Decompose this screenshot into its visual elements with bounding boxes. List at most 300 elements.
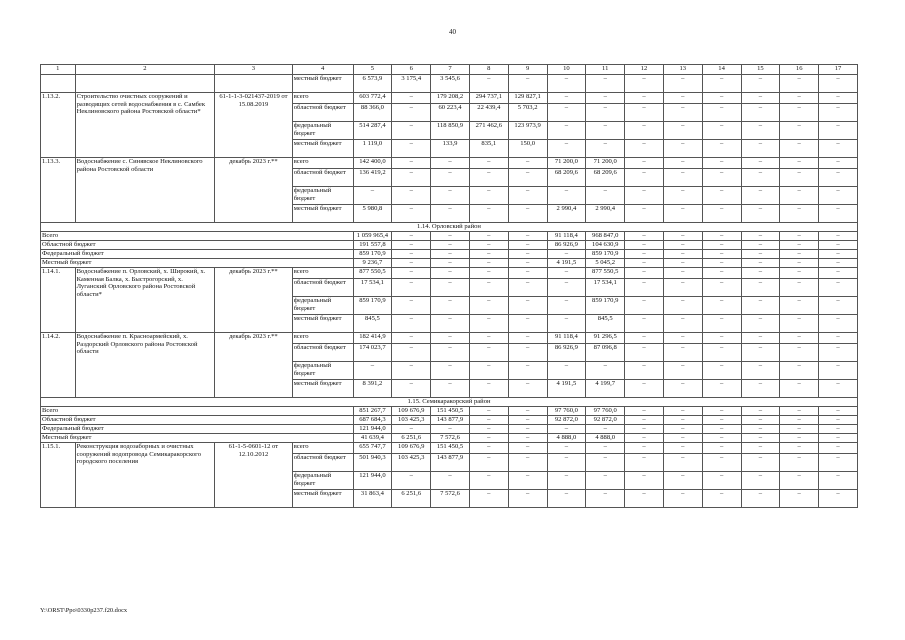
section-total-row	[41, 241, 858, 250]
value-cell: –	[469, 315, 508, 333]
value-cell: –	[431, 169, 470, 187]
value-cell: –	[663, 75, 702, 93]
value-cell: 109 676,9	[392, 407, 431, 416]
total-label: Областной бюджет	[41, 416, 354, 425]
budget-type: федеральный бюджет	[292, 362, 353, 380]
value-cell: 877 550,5	[586, 268, 625, 279]
column-number: 11	[586, 65, 625, 75]
value-cell: –	[508, 169, 547, 187]
value-cell: 86 926,9	[547, 344, 586, 362]
total-label: Всего	[41, 407, 354, 416]
value-cell: –	[547, 362, 586, 380]
value-cell: –	[431, 297, 470, 315]
value-cell: –	[702, 333, 741, 344]
value-cell: –	[469, 425, 508, 434]
value-cell: –	[353, 187, 392, 205]
value-cell: 294 737,1	[469, 93, 508, 104]
value-cell: 179 208,2	[431, 93, 470, 104]
value-cell: –	[586, 454, 625, 472]
value-cell: –	[741, 454, 780, 472]
value-cell: –	[431, 279, 470, 297]
value-cell: –	[547, 250, 586, 259]
value-cell: –	[702, 416, 741, 425]
value-cell: –	[663, 472, 702, 490]
value-cell: –	[780, 187, 819, 205]
column-number: 4	[292, 65, 353, 75]
value-cell: 150,0	[508, 140, 547, 158]
budget-type: местный бюджет	[292, 490, 353, 508]
value-cell: –	[741, 140, 780, 158]
value-cell: –	[586, 490, 625, 508]
column-number: 12	[625, 65, 664, 75]
value-cell: 968 847,0	[586, 232, 625, 241]
column-number: 13	[663, 65, 702, 75]
value-cell: –	[780, 205, 819, 223]
value-cell: –	[663, 315, 702, 333]
value-cell: –	[392, 104, 431, 122]
column-number: 5	[353, 65, 392, 75]
object-name: Строительство очистных сооружений и разводящих сетей водоснабжения в с. Самбек Неклиновского района Ростовской области*	[75, 93, 214, 158]
value-cell: 68 209,6	[586, 169, 625, 187]
value-cell: –	[741, 279, 780, 297]
value-cell: –	[741, 93, 780, 104]
value-cell: 31 863,4	[353, 490, 392, 508]
value-cell: –	[547, 93, 586, 104]
budget-type: всего	[292, 158, 353, 169]
value-cell: –	[625, 104, 664, 122]
value-cell: –	[663, 279, 702, 297]
value-cell: 877 550,5	[353, 268, 392, 279]
value-cell: –	[508, 241, 547, 250]
value-cell: –	[702, 122, 741, 140]
object-name: Реконструкция водозаборных и очистных сооружений водопровода Семикаракорского городского поселения	[75, 443, 214, 508]
value-cell: –	[431, 333, 470, 344]
value-cell: 4 888,0	[547, 434, 586, 443]
value-cell: –	[819, 268, 858, 279]
value-cell: –	[625, 407, 664, 416]
value-cell: –	[702, 241, 741, 250]
value-cell: –	[625, 268, 664, 279]
object-document: 61-1-5-0601-12 от 12.10.2012	[215, 443, 293, 508]
value-cell: –	[819, 250, 858, 259]
value-cell: 92 872,0	[586, 416, 625, 425]
budget-type: всего	[292, 443, 353, 454]
value-cell: 8 391,2	[353, 380, 392, 398]
value-cell: –	[392, 250, 431, 259]
value-cell: –	[508, 454, 547, 472]
value-cell: 109 676,9	[392, 443, 431, 454]
value-cell: 859 170,9	[353, 297, 392, 315]
value-cell: 142 400,0	[353, 158, 392, 169]
value-cell: –	[780, 380, 819, 398]
value-cell: –	[431, 250, 470, 259]
budget-type: местный бюджет	[292, 140, 353, 158]
value-cell: –	[469, 472, 508, 490]
total-label: Федеральный бюджет	[41, 425, 354, 434]
value-cell: –	[741, 169, 780, 187]
value-cell: –	[547, 490, 586, 508]
value-cell: –	[702, 93, 741, 104]
value-cell: –	[547, 268, 586, 279]
value-cell: –	[663, 93, 702, 104]
value-cell: 687 684,3	[353, 416, 392, 425]
value-cell: –	[741, 472, 780, 490]
value-cell: 92 872,0	[547, 416, 586, 425]
value-cell: –	[819, 93, 858, 104]
value-cell: –	[741, 443, 780, 454]
value-cell: –	[392, 93, 431, 104]
value-cell: –	[392, 241, 431, 250]
budget-type: областной бюджет	[292, 104, 353, 122]
value-cell: –	[663, 344, 702, 362]
value-cell: –	[741, 232, 780, 241]
value-cell: 845,5	[586, 315, 625, 333]
value-cell: –	[508, 443, 547, 454]
value-cell: –	[741, 158, 780, 169]
value-cell: 603 772,4	[353, 93, 392, 104]
value-cell: –	[392, 187, 431, 205]
value-cell: 3 175,4	[392, 75, 431, 93]
value-cell: 851 267,7	[353, 407, 392, 416]
total-label: Местный бюджет	[41, 259, 354, 268]
value-cell: 6 573,9	[353, 75, 392, 93]
value-cell: 129 827,1	[508, 93, 547, 104]
value-cell: –	[663, 443, 702, 454]
value-cell: –	[702, 140, 741, 158]
value-cell: –	[508, 75, 547, 93]
column-number: 8	[469, 65, 508, 75]
value-cell: –	[508, 205, 547, 223]
value-cell: 5 045,2	[586, 259, 625, 268]
value-cell: –	[508, 250, 547, 259]
value-cell: –	[469, 158, 508, 169]
value-cell: –	[663, 434, 702, 443]
value-cell: –	[780, 434, 819, 443]
value-cell: 845,5	[353, 315, 392, 333]
value-cell: –	[702, 434, 741, 443]
value-cell: –	[819, 416, 858, 425]
object-document: декабрь 2023 г.**	[215, 158, 293, 223]
value-cell: –	[508, 268, 547, 279]
value-cell: –	[819, 297, 858, 315]
value-cell: 88 366,0	[353, 104, 392, 122]
value-cell: –	[586, 93, 625, 104]
value-cell: –	[741, 259, 780, 268]
budget-type: всего	[292, 93, 353, 104]
value-cell: –	[392, 169, 431, 187]
value-cell: 41 639,4	[353, 434, 392, 443]
value-cell: –	[353, 362, 392, 380]
value-cell: 514 287,4	[353, 122, 392, 140]
value-cell: –	[508, 333, 547, 344]
value-cell: 191 557,8	[353, 241, 392, 250]
value-cell: –	[431, 472, 470, 490]
column-number: 7	[431, 65, 470, 75]
value-cell: –	[702, 472, 741, 490]
budget-type: областной бюджет	[292, 344, 353, 362]
value-cell: –	[819, 187, 858, 205]
value-cell: –	[547, 104, 586, 122]
value-cell: –	[663, 140, 702, 158]
value-cell: –	[586, 187, 625, 205]
value-cell: –	[780, 232, 819, 241]
value-cell: 1 059 965,4	[353, 232, 392, 241]
value-cell: –	[586, 75, 625, 93]
value-cell: –	[508, 434, 547, 443]
value-cell: –	[625, 158, 664, 169]
column-number: 10	[547, 65, 586, 75]
section-total-row	[41, 407, 858, 416]
value-cell: –	[780, 279, 819, 297]
section-header	[41, 223, 858, 232]
value-cell: 7 572,6	[431, 434, 470, 443]
value-cell: –	[469, 187, 508, 205]
value-cell: –	[469, 443, 508, 454]
section-title: 1.14. Орловский район	[41, 223, 858, 232]
column-number: 1	[41, 65, 76, 75]
value-cell: –	[625, 232, 664, 241]
value-cell: –	[469, 380, 508, 398]
value-cell: –	[819, 241, 858, 250]
value-cell: –	[508, 490, 547, 508]
value-cell: –	[819, 407, 858, 416]
value-cell: –	[663, 169, 702, 187]
page-number: 40	[449, 28, 456, 36]
value-cell: –	[625, 362, 664, 380]
value-cell: –	[625, 75, 664, 93]
value-cell: 91 296,5	[586, 333, 625, 344]
value-cell: –	[625, 93, 664, 104]
value-cell: –	[741, 122, 780, 140]
value-cell: –	[586, 443, 625, 454]
value-cell: –	[663, 425, 702, 434]
value-cell: –	[431, 187, 470, 205]
value-cell: –	[663, 268, 702, 279]
value-cell: –	[469, 75, 508, 93]
value-cell: –	[819, 205, 858, 223]
total-label: Областной бюджет	[41, 241, 354, 250]
value-cell: –	[819, 75, 858, 93]
value-cell: –	[702, 232, 741, 241]
value-cell: –	[625, 187, 664, 205]
value-cell: –	[508, 344, 547, 362]
value-cell: –	[780, 104, 819, 122]
value-cell: –	[547, 315, 586, 333]
value-cell: –	[547, 472, 586, 490]
value-cell: –	[780, 425, 819, 434]
value-cell: –	[586, 362, 625, 380]
value-cell: –	[819, 315, 858, 333]
value-cell: –	[508, 297, 547, 315]
value-cell: 143 877,9	[431, 454, 470, 472]
value-cell: –	[663, 232, 702, 241]
value-cell: –	[780, 490, 819, 508]
table-row	[41, 93, 858, 104]
value-cell: –	[469, 333, 508, 344]
object-number: 1.14.1.	[41, 268, 76, 333]
value-cell: 121 944,0	[353, 472, 392, 490]
value-cell: –	[702, 75, 741, 93]
value-cell: –	[469, 297, 508, 315]
object-document: 61-1-1-3-021437-2019 от 15.08.2019	[215, 93, 293, 158]
value-cell: –	[702, 259, 741, 268]
value-cell: –	[663, 104, 702, 122]
value-cell: –	[508, 259, 547, 268]
value-cell: –	[663, 158, 702, 169]
value-cell: –	[819, 425, 858, 434]
object-name: Водоснабжение п. Орловский, х. Широкий, х. Каменная Балка, х. Быстрогорский, х. Луганский Орловского района Ростовской области*	[75, 268, 214, 333]
value-cell: –	[663, 362, 702, 380]
value-cell: 71 200,0	[547, 158, 586, 169]
column-number: 15	[741, 65, 780, 75]
value-cell: –	[780, 472, 819, 490]
value-cell: 271 462,6	[469, 122, 508, 140]
value-cell: –	[819, 443, 858, 454]
column-number: 9	[508, 65, 547, 75]
budget-type: федеральный бюджет	[292, 187, 353, 205]
budget-type: федеральный бюджет	[292, 472, 353, 490]
value-cell: –	[431, 205, 470, 223]
empty-cell	[41, 75, 76, 93]
value-cell: –	[702, 104, 741, 122]
value-cell: –	[663, 259, 702, 268]
budget-table	[40, 64, 858, 508]
value-cell: –	[625, 443, 664, 454]
value-cell: –	[469, 407, 508, 416]
value-cell: 4 199,7	[586, 380, 625, 398]
header-row	[41, 65, 858, 75]
value-cell: –	[780, 416, 819, 425]
value-cell: –	[819, 380, 858, 398]
value-cell: –	[625, 140, 664, 158]
value-cell: –	[741, 344, 780, 362]
value-cell: 86 926,9	[547, 241, 586, 250]
value-cell: –	[702, 268, 741, 279]
value-cell: –	[431, 380, 470, 398]
value-cell: –	[392, 259, 431, 268]
value-cell: 2 990,4	[586, 205, 625, 223]
value-cell: –	[780, 315, 819, 333]
value-cell: –	[392, 122, 431, 140]
value-cell: 91 118,4	[547, 232, 586, 241]
object-name: Водоснабжение с. Синявское Неклиновского района Ростовской области	[75, 158, 214, 223]
value-cell: –	[663, 380, 702, 398]
value-cell: –	[625, 279, 664, 297]
section-total-row	[41, 259, 858, 268]
value-cell: 17 534,1	[586, 279, 625, 297]
value-cell: –	[780, 297, 819, 315]
table-row	[41, 158, 858, 169]
object-number: 1.13.3.	[41, 158, 76, 223]
value-cell: 118 850,9	[431, 122, 470, 140]
value-cell: –	[586, 425, 625, 434]
value-cell: –	[741, 315, 780, 333]
value-cell: –	[663, 407, 702, 416]
value-cell: –	[508, 380, 547, 398]
value-cell: –	[392, 425, 431, 434]
value-cell: –	[625, 205, 664, 223]
value-cell: –	[469, 434, 508, 443]
value-cell: –	[508, 187, 547, 205]
value-cell: –	[469, 241, 508, 250]
value-cell: –	[431, 232, 470, 241]
value-cell: –	[780, 169, 819, 187]
value-cell: –	[663, 122, 702, 140]
footer-file-path: Y:\ORST\Ppo\0330p237.f20.docx	[40, 607, 128, 614]
value-cell: –	[469, 259, 508, 268]
value-cell: –	[586, 140, 625, 158]
value-cell: 136 419,2	[353, 169, 392, 187]
value-cell: –	[702, 490, 741, 508]
value-cell: 5 980,8	[353, 205, 392, 223]
value-cell: –	[547, 122, 586, 140]
value-cell: 71 200,0	[586, 158, 625, 169]
section-header	[41, 398, 858, 407]
value-cell: –	[819, 344, 858, 362]
value-cell: –	[469, 268, 508, 279]
value-cell: –	[702, 407, 741, 416]
budget-type: областной бюджет	[292, 454, 353, 472]
value-cell: –	[780, 344, 819, 362]
budget-type: всего	[292, 333, 353, 344]
value-cell: –	[586, 472, 625, 490]
total-label: Местный бюджет	[41, 434, 354, 443]
value-cell: 151 450,5	[431, 443, 470, 454]
value-cell: –	[741, 362, 780, 380]
column-number: 16	[780, 65, 819, 75]
value-cell: –	[819, 122, 858, 140]
value-cell: –	[702, 187, 741, 205]
value-cell: 97 760,0	[586, 407, 625, 416]
value-cell: 133,9	[431, 140, 470, 158]
table-row	[41, 443, 858, 454]
value-cell: –	[508, 232, 547, 241]
value-cell: –	[663, 333, 702, 344]
value-cell: –	[625, 241, 664, 250]
value-cell: –	[625, 425, 664, 434]
value-cell: –	[702, 425, 741, 434]
value-cell: 17 534,1	[353, 279, 392, 297]
budget-type: областной бюджет	[292, 169, 353, 187]
value-cell: –	[780, 268, 819, 279]
value-cell: –	[547, 279, 586, 297]
value-cell: –	[819, 104, 858, 122]
value-cell: –	[663, 205, 702, 223]
value-cell: –	[469, 416, 508, 425]
section-total-row	[41, 232, 858, 241]
value-cell: 97 760,0	[547, 407, 586, 416]
value-cell: –	[392, 279, 431, 297]
value-cell: –	[819, 259, 858, 268]
value-cell: –	[702, 454, 741, 472]
value-cell: 5 703,2	[508, 104, 547, 122]
value-cell: –	[741, 187, 780, 205]
value-cell: –	[392, 362, 431, 380]
value-cell: –	[819, 232, 858, 241]
value-cell: –	[819, 362, 858, 380]
value-cell: –	[392, 472, 431, 490]
value-cell: –	[431, 241, 470, 250]
value-cell: –	[392, 344, 431, 362]
value-cell: 143 877,9	[431, 416, 470, 425]
value-cell: –	[780, 259, 819, 268]
column-number: 17	[819, 65, 858, 75]
value-cell: 60 223,4	[431, 104, 470, 122]
value-cell: 151 450,5	[431, 407, 470, 416]
value-cell: –	[780, 158, 819, 169]
value-cell: –	[431, 344, 470, 362]
value-cell: 6 251,6	[392, 434, 431, 443]
